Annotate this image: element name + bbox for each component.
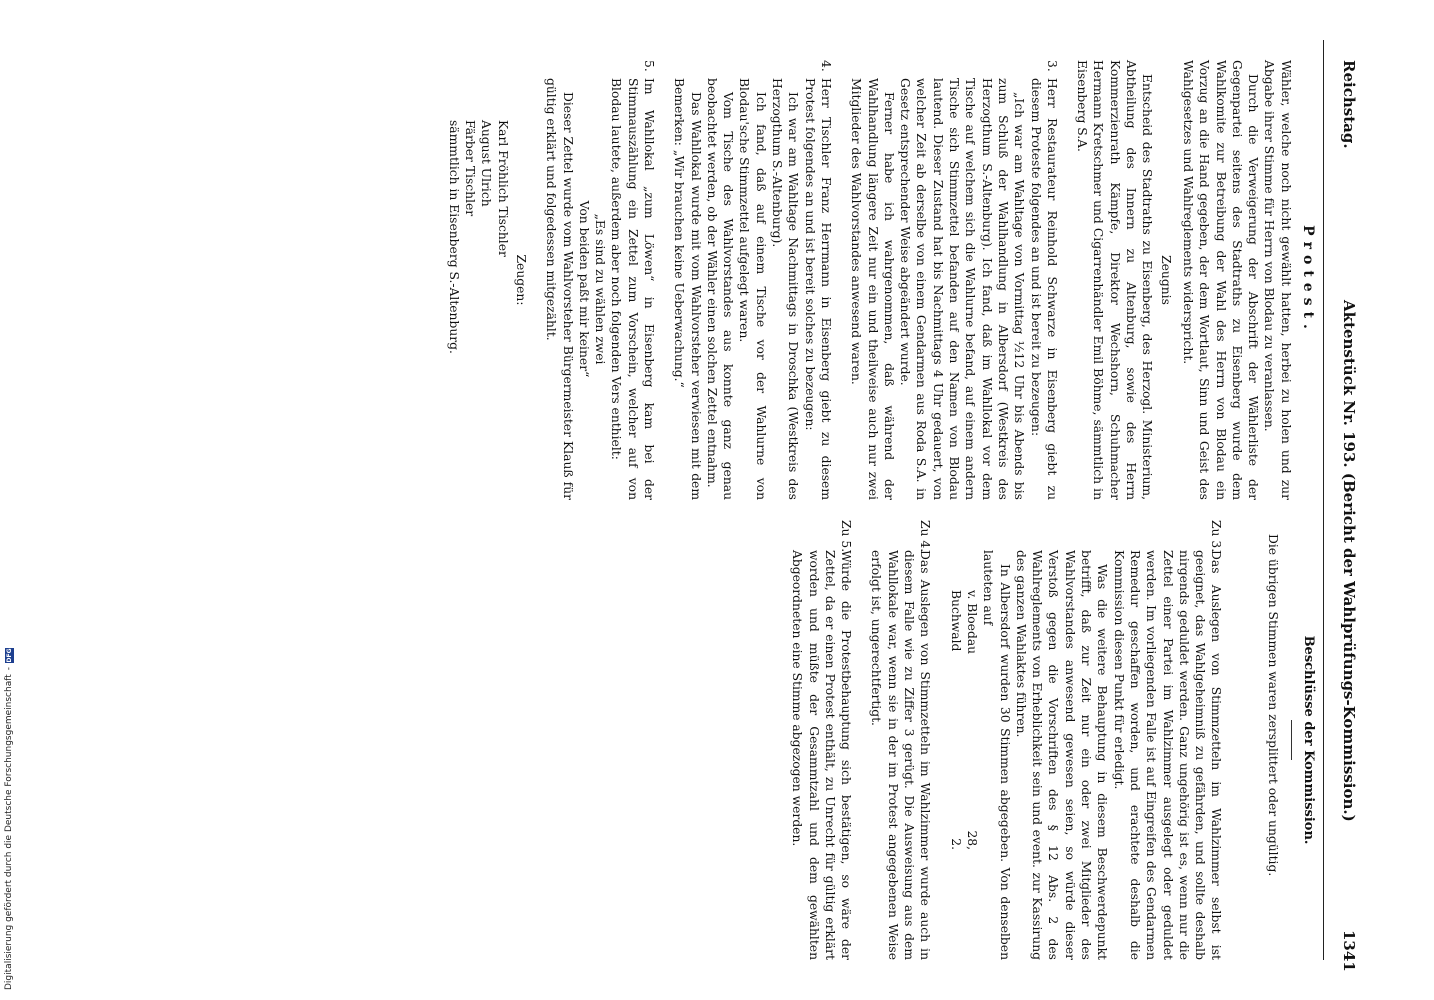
item-number: 4.	[818, 60, 833, 72]
vote-count: 28,	[964, 830, 979, 850]
decision-zu-5	[789, 520, 854, 960]
paragraph: Das Auslegen von Stimmzetteln im Wahlzimmer selbst ist geeignet, das Wahlgeheimniß zu gefährden, und sollte deshalb nirgends geduldet werden. Ganz ungehörig ist es, wenn nur die Zettel einer Partei im Wahlzimmer ausgelegt oder geduldet werden. Im vorliegenden Falle ist auf Eingreifen des Gendarmen Remedur geschaffen worden, und erachtete deshalb die Kommission diesen Punkt für erledigt.	[1111, 550, 1224, 960]
paragraph: Das Auslegen von Stimmzetteln im Wahlzimmer wurde auch in diesem Falle wie zu Ziffer 3 gerügt. Die Ausweisung aus dem Wahllokale war, wenn sie in der im Protest angegebenen Weise erfolgt ist, ungerechtfertigt.	[869, 550, 933, 960]
left-column	[445, 60, 1316, 500]
paragraph: Herr Tischler Franz Herrmann in Eisenberg giebt zu diesem Protest folgendes an und ist bereit solches zu bezeugen:	[802, 78, 833, 500]
item-number: Zu 3.	[1209, 520, 1224, 553]
item-number: Zu 5.	[839, 520, 854, 553]
paragraph: Vom Tische des Wahlvorstandes aus konnte ganz genau beobachtet werden, ob der Wähler einen solchen Zettel entnahm.	[704, 78, 736, 500]
paragraph: Im Wahllokal „zum Löwen“ in Eisenberg kam bei der Stimmauszählung ein Zettel zum Vorschein, welcher auf von Blodau lautete, außerdem aber noch folgenden Vers enthielt:	[609, 78, 657, 500]
witness-name: sämmtlich in Eisenberg S.-Altenburg.	[446, 120, 461, 354]
vote-table	[947, 590, 980, 960]
item-number: 3.	[1044, 60, 1059, 72]
heading-rule	[1291, 720, 1292, 760]
protest-heading: Protest.	[1300, 225, 1316, 335]
dfg-logo: DFG	[5, 648, 13, 663]
candidate-name: Buchwald	[948, 590, 963, 652]
commission-heading: Beschlüsse der Kommission.	[1301, 635, 1316, 845]
decision-zu-3	[947, 520, 1224, 960]
paragraph: Durch die Verweigerung der Abschrift der Wählerliste der Gegenpartei seitens des Stadtraths zu Eisenberg wurde dem Wahlkomite zur Betreibung der Wahl des Herrn von Blodau ein Vorzug an die Hand gegeben, der dem Wortlaut, Sinn und Geist des Wahlgesetzes und Wahlreglements widerspricht.	[1180, 60, 1261, 500]
protest-item-4	[671, 60, 834, 500]
paragraph: Ich fand, daß auf einem Tische vor der Wahlurne von Blodau'sche Stimmzettel aufgelegt waren.	[737, 78, 768, 500]
paragraph: In Albersdorf wurden 30 Stimmen abgegeben. Von denselben lauteten auf	[981, 550, 1012, 960]
paragraph: Die übrigen Stimmen waren zersplittert oder ungültig.	[1265, 534, 1280, 877]
vote-count: 2.	[948, 838, 963, 850]
paragraph: Was die weitere Behauptung in diesem Beschwerdepunkt betrifft, daß zur Zeit nur ein oder zwei Mitglieder des Wahlvorstandes anwesend gewesen seien, so würde dieser Verstoß gegen die Vorschriften des § 12 Abs. 2 des Wahlreglements von Erheblichkeit sein und event. zur Kassirung des ganzen Wahlaktes führen.	[1013, 550, 1110, 960]
witness-name: Färber Tischler	[463, 120, 478, 217]
protest-item-5	[543, 60, 657, 500]
paragraph: Wähler, welche noch nicht gewählt hatten, herbei zu holen und zur Abgabe ihrer Stimme für Herrn von Blodau zu veranlassen.	[1262, 60, 1293, 500]
digitization-credit: Digitalisierung gefördert durch die Deutsche Forschungsgemeinschaft - DFG	[4, 648, 14, 990]
witness-list	[445, 120, 510, 500]
page-number: 1341	[1340, 930, 1358, 972]
vote-row	[947, 590, 963, 850]
paragraph: Entscheid des Stadtraths zu Eisenberg, des Herzogl. Ministerium, Abtheilung des Innern zu Altenburg, sowie des Herrn Kommerzienrath Kämpfe, Direktor Wechshorn, Schuhmacher Hermann Kretschmer und Cigarrenhändler Emil Böhme, sämmtlich in Eisenberg S.A.	[1075, 60, 1155, 500]
right-column	[789, 520, 1316, 960]
witness-name: August Ulrich	[479, 120, 494, 207]
zeugnis-heading: Zeugnis	[1158, 255, 1173, 305]
zeugen-heading: Zeugen:	[513, 254, 528, 306]
vote-row	[964, 590, 980, 850]
paragraph: Dieser Zettel wurde vom Wahlvorsteher Bürgermeister Klauß für gültig erklärt und folgedessen mitgezählt.	[544, 78, 575, 500]
header-title: Aktenstück Nr. 193. (Bericht der Wahlprüfungs-Kommission.)	[1340, 300, 1358, 822]
verse-line: „Es sind zu wählen zwei	[593, 213, 608, 365]
item-number: 5.	[642, 60, 657, 72]
paragraph: Ich war am Wahltage Nachmittags in Droschka (Westkreis des Herzogthum S.-Altenburg).	[770, 78, 801, 500]
paragraph: Herr Restaurateur Reinhold Schwarze in Eisenberg giebt zu diesem Proteste folgendes an und ist bereit zu bezeugen:	[1028, 78, 1059, 500]
paragraph: Ferner habe ich wahrgenommen, daß während der Wahlhandlung längere Zeit nur ein und theilweise auch nur zwei Mitglieder des Wahlvorstandes anwesend waren.	[849, 78, 896, 500]
paragraph: „Ich war am Wahltage von Vormittag ½12 Uhr bis Abends bis zum Schluß der Wahlhandlung in Albersdorf (Westkreis des Herzogthum S.-Altenburg). Ich fand, daß im Wahllokal vor dem Tische auf welchem sich die Wahlurne befand, auf einem andern Tische sich Stimmzettel befanden auf den Namen von Blodau lautend. Dieser Zustand hat bis Nachmittags 4 Uhr gedauert, von welcher Zeit ab derselbe von einem Gendarmen aus Roda S.A. in Gesetz entsprechender Weise abgeändert wurde.	[898, 78, 1027, 500]
paragraph: Das Wahllokal wurde mit vom Wahlvorsteher verwiesen mit dem Bemerken: „Wir brauchen keine Ueberwachung.“	[672, 78, 703, 500]
decision-zu-4	[868, 520, 933, 960]
candidate-name: v. Bloedau	[964, 590, 979, 655]
protest-item-3	[848, 60, 1060, 500]
item-number: Zu 4.	[918, 520, 933, 553]
witness-name: Karl Fröhlich Tischler	[495, 120, 510, 257]
paragraph: Würde die Protestbehauptung sich bestätigen, so wäre der Zettel, da er einen Protest enthält, zu Unrecht für gültig erklärt worden und müßte der Gesammtzahl und dem gewählten Abgeordneten eine Stimme abgezogen werden.	[790, 550, 854, 960]
header-left: Reichstag.	[1340, 60, 1358, 149]
verse-line: Von beiden paßt mir keiner“	[576, 200, 591, 378]
header-rule	[1323, 40, 1324, 960]
credit-text: Digitalisierung gefördert durch die Deutsche Forschungsgemeinschaft	[4, 674, 14, 990]
